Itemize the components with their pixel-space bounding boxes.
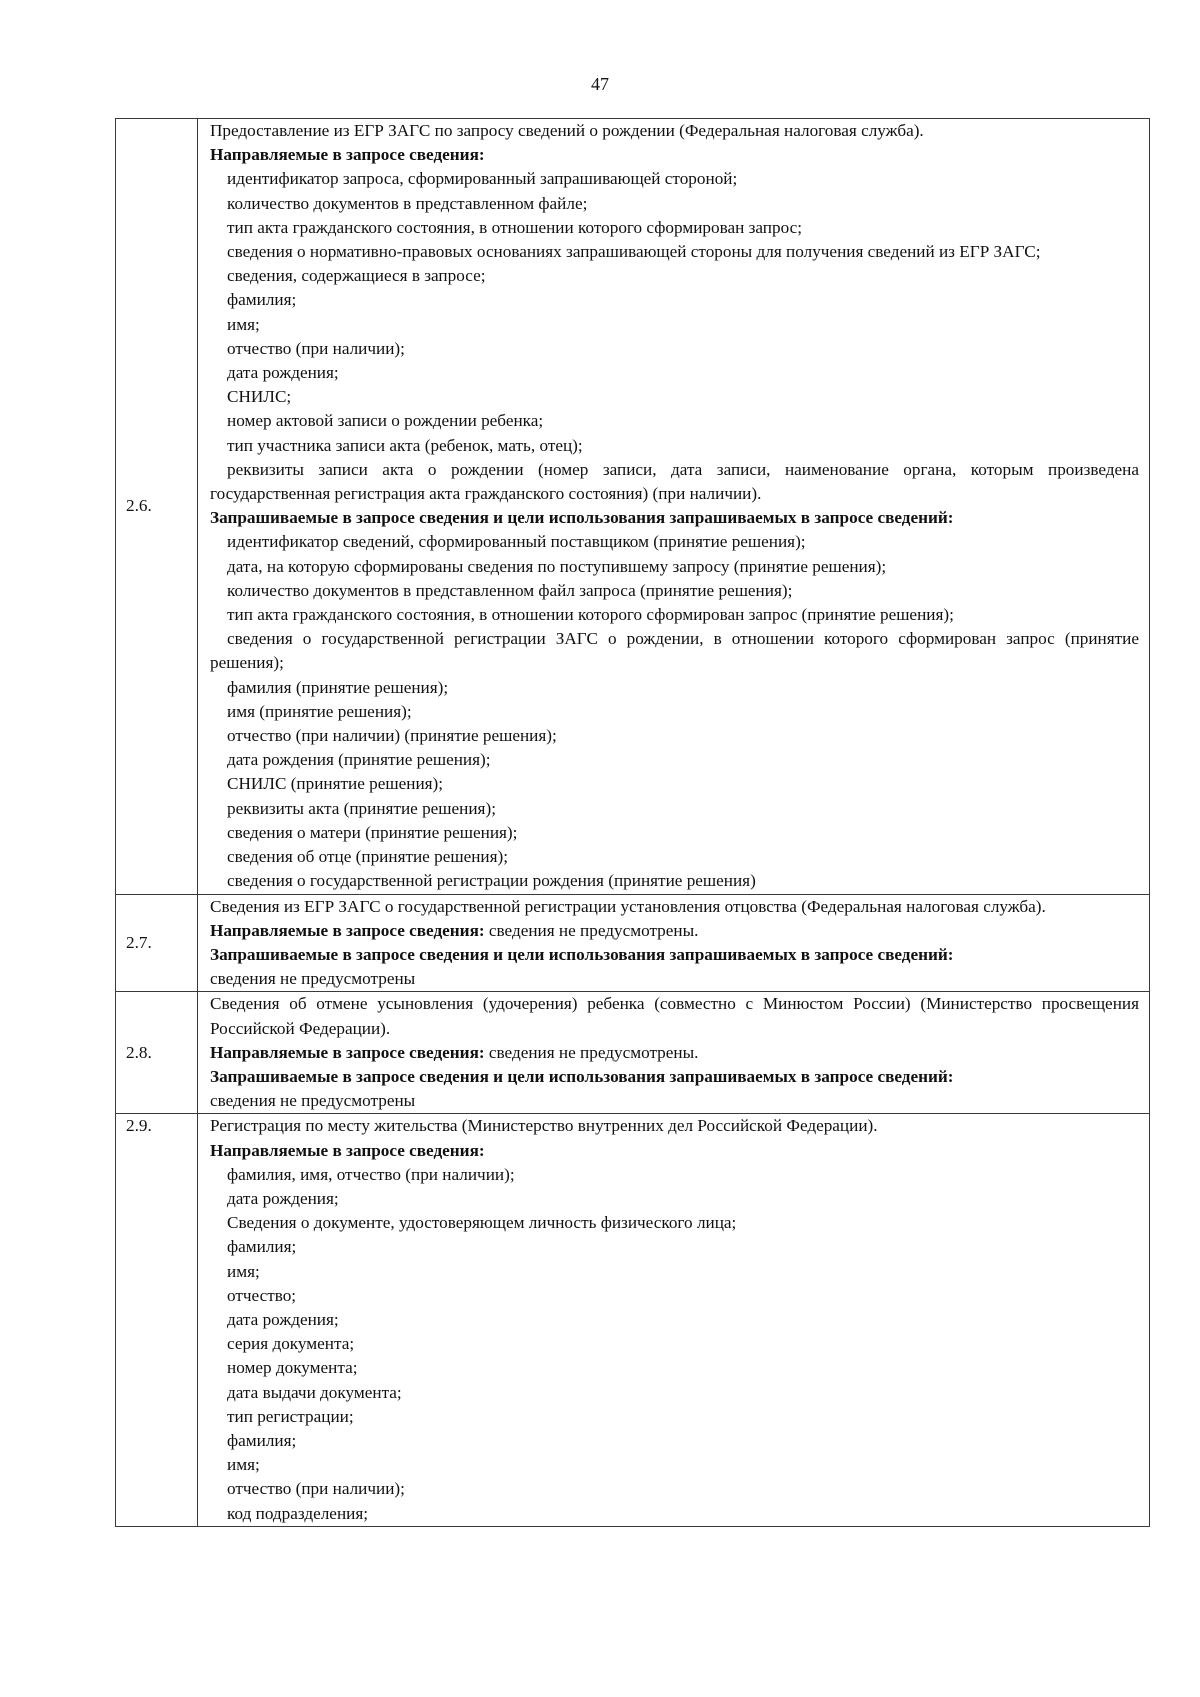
list-item: сведения, содержащиеся в запросе;	[227, 266, 486, 286]
list-item: СНИЛС;	[227, 387, 292, 407]
paragraph: сведения не предусмотрены	[210, 1091, 416, 1111]
list-item: фамилия;	[227, 1237, 297, 1257]
list-item: отчество (при наличии) (принятие решения);	[227, 726, 557, 746]
paragraph: Предоставление из ЕГР ЗАГС по запросу сведений о рождении (Федеральная налоговая служба).	[210, 121, 924, 140]
list-item: реквизиты записи акта о рождении (номер записи, дата записи, наименование органа, которым произведена государственная регистрация акта гражданского состояния) (при наличии).	[210, 459, 1139, 504]
list-item: СНИЛС (принятие решения);	[227, 774, 444, 794]
row-content	[198, 1114, 1150, 1526]
row-content	[198, 992, 1150, 1114]
list-item: серия документа;	[227, 1334, 355, 1354]
paragraph: Сведения из ЕГР ЗАГС о государственной регистрации установления отцовства (Федеральная налоговая служба).	[210, 896, 1046, 916]
list-item: дата выдачи документа;	[227, 1382, 402, 1402]
list-item: дата, на которую сформированы сведения по поступившему запросу (принятие решения);	[227, 556, 887, 576]
list-item: номер актовой записи о рождении ребенка;	[227, 411, 544, 431]
list-item: номер документа;	[227, 1358, 358, 1378]
row-number: 2.8.	[116, 992, 198, 1114]
row-content	[198, 894, 1150, 992]
table-row	[116, 1114, 1150, 1526]
list-item: код подразделения;	[227, 1503, 369, 1523]
table-row	[116, 992, 1150, 1114]
paragraph: Сведения об отмене усыновления (удочерения) ребенка (совместно с Минюстом России) (Министерство просвещения Российской Федерации).	[210, 994, 1139, 1038]
section-heading: Направляемые в запросе сведения:	[210, 1140, 485, 1160]
list-item: имя;	[227, 314, 260, 334]
list-item: тип акта гражданского состояния, в отношении которого сформирован запрос;	[227, 217, 803, 237]
section-label-line	[210, 919, 1139, 943]
section-heading: Направляемые в запросе сведения:	[210, 145, 485, 165]
list-item: тип участника записи акта (ребенок, мать, отец);	[227, 435, 583, 455]
list-item: дата рождения (принятие решения);	[227, 750, 491, 770]
section-label-line	[210, 1041, 1139, 1065]
section-heading: Запрашиваемые в запросе сведения и цели использования запрашиваемых в запросе сведений:	[210, 1066, 954, 1086]
row-number: 2.6.	[116, 119, 198, 895]
list-item: сведения о государственной регистрации рождения (принятие решения)	[227, 871, 756, 891]
table-row	[116, 894, 1150, 992]
list-item: отчество;	[227, 1285, 297, 1305]
list-item: дата рождения;	[227, 1188, 339, 1208]
section-value: сведения не предусмотрены.	[484, 920, 699, 940]
list-item: сведения об отце (принятие решения);	[227, 847, 508, 867]
list-item: количество документов в представленном файле;	[227, 193, 588, 213]
list-item: сведения о матери (принятие решения);	[227, 822, 518, 842]
list-item: имя;	[227, 1261, 260, 1281]
list-item: имя (принятие решения);	[227, 701, 412, 721]
row-number: 2.9.	[116, 1114, 198, 1526]
list-item: тип регистрации;	[227, 1406, 354, 1426]
list-item: отчество (при наличии);	[227, 1479, 405, 1499]
requirements-table	[115, 118, 1150, 1527]
list-item: фамилия;	[227, 1430, 297, 1450]
table-body	[116, 119, 1150, 1527]
list-item: Сведения о документе, удостоверяющем личность физического лица;	[227, 1213, 737, 1233]
list-item: фамилия, имя, отчество (при наличии);	[227, 1164, 515, 1184]
section-value: сведения не предусмотрены.	[484, 1042, 699, 1062]
list-item: сведения о государственной регистрации ЗАГС о рождении, в отношении которого сформирован запрос (принятие решения);	[210, 629, 1139, 673]
list-item: тип акта гражданского состояния, в отношении которого сформирован запрос (принятие решения);	[227, 605, 954, 625]
list-item: реквизиты акта (принятие решения);	[227, 798, 496, 818]
section-label: Направляемые в запросе сведения:	[210, 920, 485, 940]
list-item: дата рождения;	[227, 363, 339, 383]
section-heading: Запрашиваемые в запросе сведения и цели использования запрашиваемых в запросе сведений:	[210, 944, 954, 964]
list-item: сведения о нормативно-правовых основаниях запрашивающей стороны для получения сведений из ЕГР ЗАГС;	[227, 242, 1041, 262]
list-item: фамилия (принятие решения);	[227, 677, 449, 697]
list-item: имя;	[227, 1455, 260, 1475]
list-item: фамилия;	[227, 290, 297, 310]
row-content	[198, 119, 1150, 895]
page-number: 47	[591, 74, 609, 94]
table-row	[116, 119, 1150, 895]
list-item: идентификатор сведений, сформированный поставщиком (принятие решения);	[227, 532, 806, 552]
list-item: идентификатор запроса, сформированный запрашивающей стороной;	[227, 169, 738, 189]
paragraph: Регистрация по месту жительства (Министерство внутренних дел Российской Федерации).	[210, 1116, 878, 1136]
list-item: дата рождения;	[227, 1309, 339, 1329]
section-label: Направляемые в запросе сведения:	[210, 1042, 485, 1062]
row-number: 2.7.	[116, 894, 198, 992]
list-item: количество документов в представленном файл запроса (принятие решения);	[227, 580, 793, 600]
list-item: отчество (при наличии);	[227, 338, 405, 358]
section-heading: Запрашиваемые в запросе сведения и цели использования запрашиваемых в запросе сведений:	[210, 508, 954, 528]
paragraph: сведения не предусмотрены	[210, 969, 416, 989]
